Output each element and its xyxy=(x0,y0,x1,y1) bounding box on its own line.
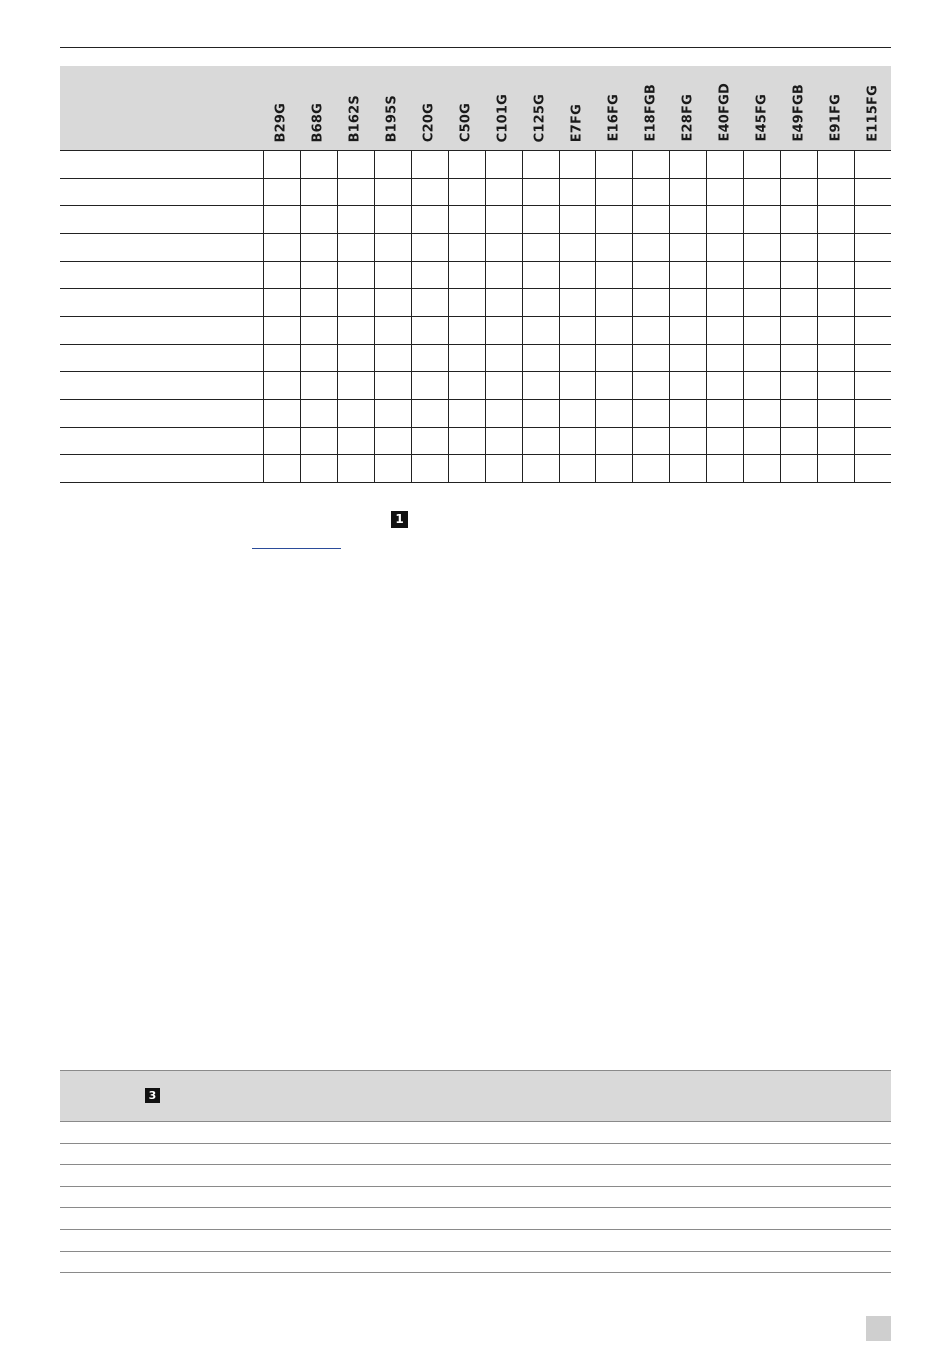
table-cell xyxy=(669,317,706,344)
table-row xyxy=(60,1208,891,1230)
table-cell xyxy=(743,262,780,289)
table-cell xyxy=(817,428,854,455)
table-cell xyxy=(743,400,780,427)
table-row xyxy=(60,317,891,345)
table-cell xyxy=(522,345,559,372)
column-header-e115fg xyxy=(854,66,891,150)
table-cell xyxy=(817,151,854,178)
table-cell xyxy=(448,455,485,482)
table-cell xyxy=(485,234,522,261)
table-cell xyxy=(706,289,743,316)
table-cell xyxy=(300,262,337,289)
top-rule xyxy=(60,47,891,48)
table-cell xyxy=(743,428,780,455)
table-cell xyxy=(780,345,817,372)
table-row xyxy=(60,428,891,456)
table-cell xyxy=(559,206,596,233)
table-cell xyxy=(411,262,448,289)
table-cell xyxy=(300,151,337,178)
table-cell xyxy=(522,372,559,399)
row-label-cell xyxy=(60,151,263,178)
table-cell xyxy=(780,179,817,206)
table-cell xyxy=(337,234,374,261)
table-cell xyxy=(780,317,817,344)
table-cell xyxy=(448,289,485,316)
table-cell xyxy=(595,372,632,399)
table-row xyxy=(60,289,891,317)
table-cell xyxy=(669,455,706,482)
table-cell xyxy=(743,234,780,261)
table-cell xyxy=(374,234,411,261)
table-cell xyxy=(817,400,854,427)
reference-marker-3: 3 xyxy=(145,1088,160,1103)
table-cell xyxy=(595,455,632,482)
column-header-c101g xyxy=(485,66,522,150)
column-header-label: E91FG xyxy=(828,94,844,142)
table-cell xyxy=(300,289,337,316)
table-cell xyxy=(632,179,669,206)
table-cell xyxy=(632,262,669,289)
column-header-c50g xyxy=(448,66,485,150)
table-cell xyxy=(669,372,706,399)
table-cell xyxy=(595,206,632,233)
table-cell xyxy=(706,345,743,372)
table-row xyxy=(60,262,891,290)
table-cell xyxy=(374,206,411,233)
column-header-e7fg xyxy=(559,66,596,150)
table-cell xyxy=(411,179,448,206)
table-cell xyxy=(854,317,891,344)
row-label-cell xyxy=(60,179,263,206)
table-cell xyxy=(485,345,522,372)
table-cell xyxy=(854,179,891,206)
table-cell xyxy=(263,400,300,427)
column-header-c20g xyxy=(411,66,448,150)
table-cell xyxy=(669,179,706,206)
column-header-e45fg xyxy=(743,66,780,150)
row-label-cell xyxy=(60,289,263,316)
table-cell xyxy=(300,179,337,206)
table-cell xyxy=(669,262,706,289)
table-cell xyxy=(374,289,411,316)
table-cell xyxy=(632,455,669,482)
table-cell xyxy=(817,455,854,482)
table-cell xyxy=(374,372,411,399)
table-cell xyxy=(300,206,337,233)
table-cell xyxy=(706,372,743,399)
table-cell xyxy=(595,345,632,372)
table-cell xyxy=(854,262,891,289)
table-cell xyxy=(559,345,596,372)
table-cell xyxy=(817,262,854,289)
table-cell xyxy=(485,455,522,482)
table-cell xyxy=(300,455,337,482)
table-cell xyxy=(485,206,522,233)
table-cell xyxy=(300,317,337,344)
table-cell xyxy=(263,206,300,233)
model-compatibility-table xyxy=(60,66,891,483)
table-cell xyxy=(300,234,337,261)
column-header-label: C50G xyxy=(458,102,474,142)
table-cell xyxy=(706,206,743,233)
reference-marker-1: 1 xyxy=(391,511,408,528)
table-cell xyxy=(559,289,596,316)
column-header-b29g xyxy=(263,66,300,150)
table-cell xyxy=(743,179,780,206)
table-row xyxy=(60,1230,891,1252)
table-cell xyxy=(632,345,669,372)
table-cell xyxy=(632,234,669,261)
column-header-label: E40FGD xyxy=(717,83,733,142)
table-cell xyxy=(485,428,522,455)
table-cell xyxy=(337,428,374,455)
table-cell xyxy=(485,317,522,344)
table-cell xyxy=(263,317,300,344)
table-cell xyxy=(706,234,743,261)
row-label-cell xyxy=(60,428,263,455)
column-header-label: E49FGB xyxy=(791,84,807,142)
table-row xyxy=(60,455,891,483)
table-cell xyxy=(632,317,669,344)
table-cell xyxy=(374,151,411,178)
table-cell xyxy=(817,206,854,233)
bottom-table-body xyxy=(60,1122,891,1273)
table-cell xyxy=(632,400,669,427)
row-label-cell xyxy=(60,455,263,482)
table-cell xyxy=(743,317,780,344)
table-cell xyxy=(559,179,596,206)
table-cell xyxy=(669,289,706,316)
table-cell xyxy=(522,400,559,427)
table-cell xyxy=(337,400,374,427)
table-cell xyxy=(817,345,854,372)
column-header-label: E7FG xyxy=(569,103,585,142)
column-header-label: B195S xyxy=(384,94,400,142)
table-cell xyxy=(595,428,632,455)
table-cell xyxy=(337,206,374,233)
table-cell xyxy=(411,428,448,455)
column-header-e28fg xyxy=(669,66,706,150)
table-row xyxy=(60,400,891,428)
table-cell xyxy=(263,428,300,455)
table-cell xyxy=(263,179,300,206)
table-cell xyxy=(485,372,522,399)
table-cell xyxy=(522,289,559,316)
table-cell xyxy=(411,455,448,482)
table-cell xyxy=(411,345,448,372)
column-header-c125g xyxy=(522,66,559,150)
table-row xyxy=(60,1144,891,1166)
table-cell xyxy=(780,428,817,455)
column-header-label: E28FG xyxy=(680,94,696,142)
table-cell xyxy=(300,345,337,372)
table-cell xyxy=(263,455,300,482)
column-header-label: E45FG xyxy=(754,94,770,142)
row-label-cell xyxy=(60,234,263,261)
table-cell xyxy=(448,317,485,344)
table-cell xyxy=(706,262,743,289)
table-cell xyxy=(632,289,669,316)
table-cell xyxy=(522,455,559,482)
table-cell xyxy=(595,289,632,316)
column-header-b195s xyxy=(374,66,411,150)
table-cell xyxy=(559,372,596,399)
table-cell xyxy=(411,151,448,178)
row-label-cell xyxy=(60,400,263,427)
header-label-cell xyxy=(60,66,263,150)
table-cell xyxy=(522,428,559,455)
column-header-label: E16FG xyxy=(606,94,622,142)
table-cell xyxy=(337,151,374,178)
table-cell xyxy=(485,400,522,427)
column-header-e91fg xyxy=(817,66,854,150)
table-cell xyxy=(448,400,485,427)
table-row xyxy=(60,1252,891,1274)
table-cell xyxy=(263,262,300,289)
table-cell xyxy=(411,400,448,427)
table-cell xyxy=(522,206,559,233)
table-cell xyxy=(854,345,891,372)
table-cell xyxy=(780,400,817,427)
table-cell xyxy=(448,428,485,455)
table-cell xyxy=(374,428,411,455)
table-cell xyxy=(374,317,411,344)
table-row xyxy=(60,1165,891,1187)
row-label-cell xyxy=(60,317,263,344)
table-cell xyxy=(300,400,337,427)
table-cell xyxy=(780,289,817,316)
table-cell xyxy=(595,400,632,427)
table-row xyxy=(60,372,891,400)
column-header-e18fgb xyxy=(632,66,669,150)
table-cell xyxy=(743,151,780,178)
table-cell xyxy=(559,455,596,482)
table-cell xyxy=(669,428,706,455)
table-cell xyxy=(411,206,448,233)
table-cell xyxy=(595,262,632,289)
table-cell xyxy=(263,345,300,372)
table-row xyxy=(60,1187,891,1209)
table-cell xyxy=(337,455,374,482)
table-cell xyxy=(559,428,596,455)
table-cell xyxy=(522,151,559,178)
table-cell xyxy=(522,234,559,261)
column-header-label: B68G xyxy=(310,102,326,142)
table-cell xyxy=(448,206,485,233)
table-cell xyxy=(485,179,522,206)
table-cell xyxy=(706,179,743,206)
table-cell xyxy=(374,345,411,372)
table-cell xyxy=(854,206,891,233)
table-cell xyxy=(595,151,632,178)
table-cell xyxy=(743,455,780,482)
table-cell xyxy=(706,455,743,482)
table-cell xyxy=(780,455,817,482)
table-row xyxy=(60,206,891,234)
table-body xyxy=(60,151,891,483)
column-header-label: C125G xyxy=(532,93,548,142)
table-cell xyxy=(411,234,448,261)
table-cell xyxy=(522,179,559,206)
table-cell xyxy=(632,151,669,178)
table-cell xyxy=(595,179,632,206)
table-row xyxy=(60,345,891,373)
table-cell xyxy=(411,317,448,344)
table-cell xyxy=(706,151,743,178)
column-header-label: B162S xyxy=(347,94,363,142)
table-cell xyxy=(669,151,706,178)
table-cell xyxy=(780,262,817,289)
table-row xyxy=(60,179,891,207)
table-cell xyxy=(817,179,854,206)
table-cell xyxy=(485,289,522,316)
page-tab xyxy=(866,1316,891,1341)
table-cell xyxy=(559,151,596,178)
table-cell xyxy=(854,428,891,455)
table-header xyxy=(60,66,891,151)
table-cell xyxy=(854,455,891,482)
column-header-label: B29G xyxy=(273,102,289,142)
table-cell xyxy=(522,262,559,289)
table-cell xyxy=(780,206,817,233)
table-cell xyxy=(817,317,854,344)
row-label-cell xyxy=(60,372,263,399)
table-cell xyxy=(817,234,854,261)
table-cell xyxy=(337,317,374,344)
table-cell xyxy=(263,151,300,178)
table-cell xyxy=(263,372,300,399)
table-cell xyxy=(559,234,596,261)
table-cell xyxy=(337,289,374,316)
table-cell xyxy=(374,179,411,206)
table-cell xyxy=(817,289,854,316)
column-header-b162s xyxy=(337,66,374,150)
table-cell xyxy=(743,206,780,233)
link-underline[interactable] xyxy=(252,548,341,549)
table-row xyxy=(60,234,891,262)
table-cell xyxy=(669,345,706,372)
table-cell xyxy=(706,400,743,427)
table-cell xyxy=(448,262,485,289)
table-cell xyxy=(337,179,374,206)
table-cell xyxy=(817,372,854,399)
table-cell xyxy=(522,317,559,344)
column-header-label: E115FG xyxy=(865,85,881,142)
table-cell xyxy=(854,400,891,427)
bottom-table-header xyxy=(60,1070,891,1122)
table-cell xyxy=(448,179,485,206)
column-header-e49fgb xyxy=(780,66,817,150)
table-cell xyxy=(632,206,669,233)
table-cell xyxy=(743,372,780,399)
table-cell xyxy=(448,345,485,372)
column-header-label: C101G xyxy=(495,93,511,142)
table-row xyxy=(60,1122,891,1144)
table-cell xyxy=(706,317,743,344)
table-cell xyxy=(337,262,374,289)
column-header-e40fgd xyxy=(706,66,743,150)
table-cell xyxy=(300,428,337,455)
table-cell xyxy=(595,317,632,344)
table-cell xyxy=(485,262,522,289)
table-cell xyxy=(595,234,632,261)
row-label-cell xyxy=(60,262,263,289)
table-cell xyxy=(263,234,300,261)
table-cell xyxy=(559,317,596,344)
table-cell xyxy=(780,151,817,178)
table-cell xyxy=(559,262,596,289)
table-cell xyxy=(559,400,596,427)
bottom-table xyxy=(60,1070,891,1273)
table-cell xyxy=(448,151,485,178)
table-cell xyxy=(669,206,706,233)
table-cell xyxy=(374,455,411,482)
table-cell xyxy=(337,345,374,372)
row-label-cell xyxy=(60,345,263,372)
table-cell xyxy=(780,234,817,261)
table-cell xyxy=(485,151,522,178)
table-cell xyxy=(448,234,485,261)
table-cell xyxy=(854,151,891,178)
row-label-cell xyxy=(60,206,263,233)
table-cell xyxy=(300,372,337,399)
table-cell xyxy=(706,428,743,455)
column-header-b68g xyxy=(300,66,337,150)
table-cell xyxy=(411,289,448,316)
table-cell xyxy=(669,234,706,261)
column-header-label: C20G xyxy=(421,102,437,142)
table-cell xyxy=(743,289,780,316)
table-cell xyxy=(854,289,891,316)
table-cell xyxy=(337,372,374,399)
table-cell xyxy=(374,262,411,289)
table-cell xyxy=(374,400,411,427)
table-cell xyxy=(854,234,891,261)
table-cell xyxy=(411,372,448,399)
table-cell xyxy=(263,289,300,316)
column-header-e16fg xyxy=(595,66,632,150)
table-cell xyxy=(669,400,706,427)
table-cell xyxy=(632,428,669,455)
table-cell xyxy=(780,372,817,399)
table-cell xyxy=(743,345,780,372)
table-cell xyxy=(448,372,485,399)
table-cell xyxy=(632,372,669,399)
table-row xyxy=(60,151,891,179)
column-header-label: E18FGB xyxy=(643,84,659,142)
table-cell xyxy=(854,372,891,399)
